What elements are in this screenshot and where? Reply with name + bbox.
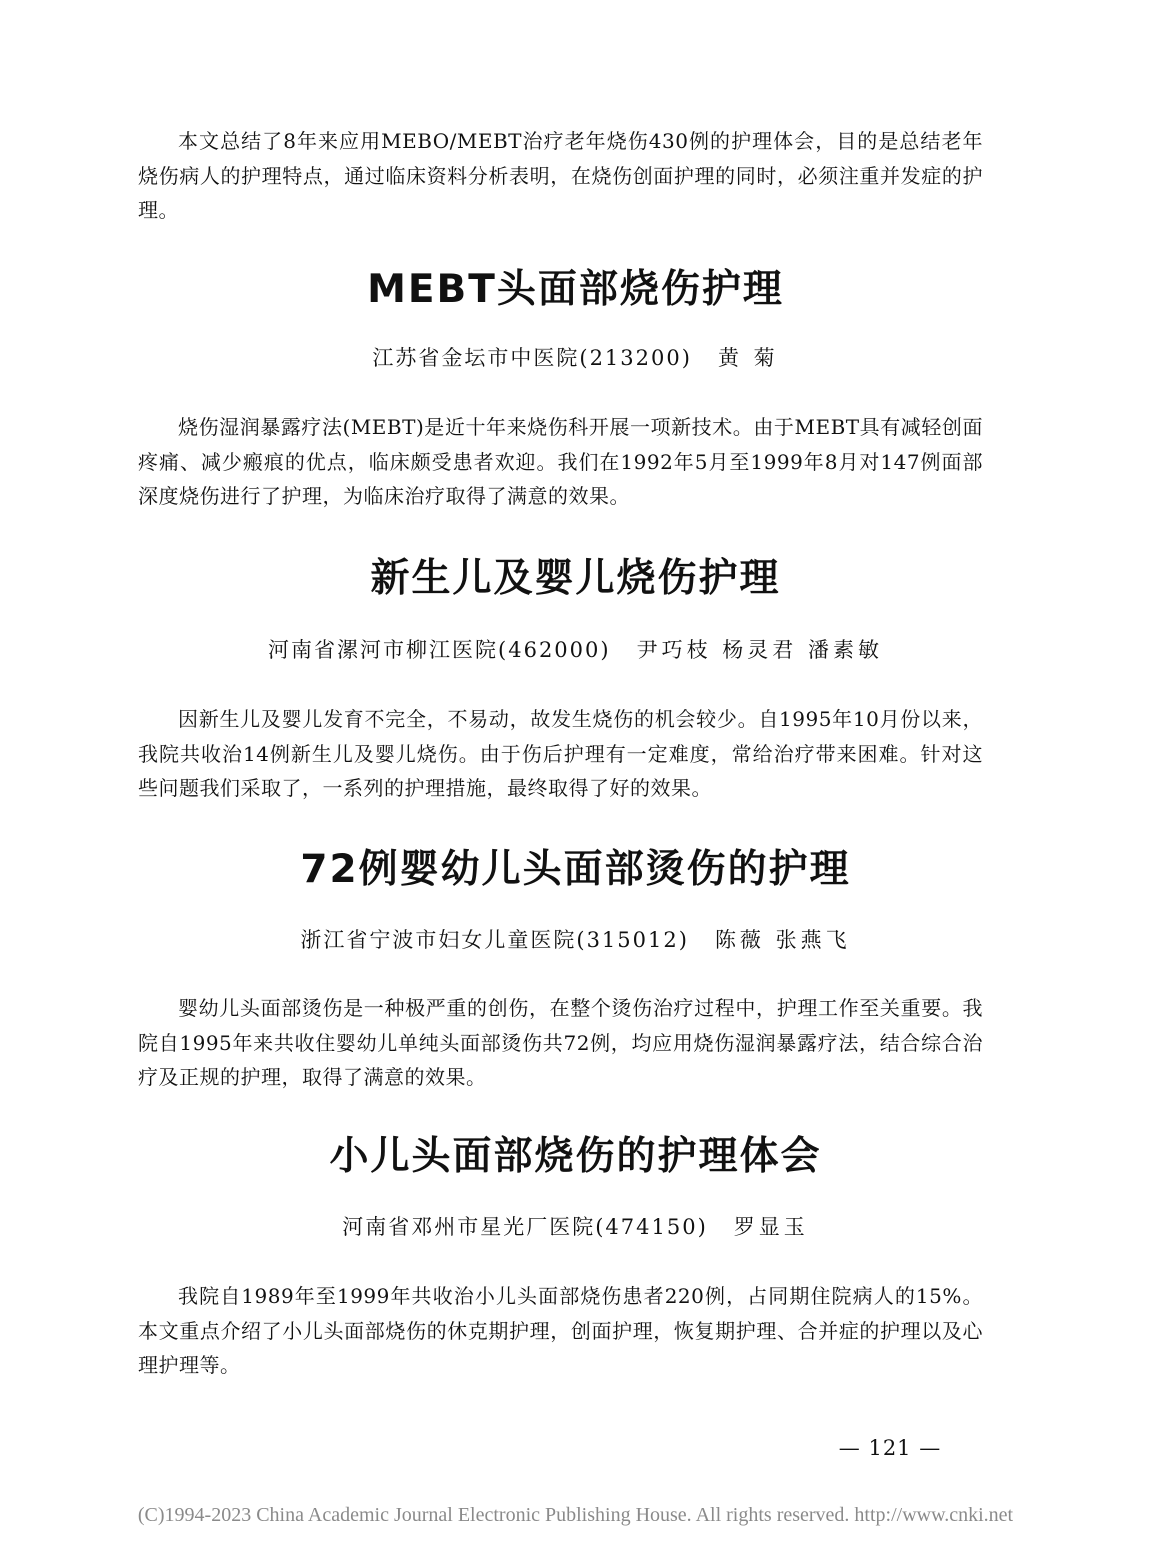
intro-paragraph: 本文总结了8年来应用MEBO/MEBT治疗老年烧伤430例的护理体会，目的是总结老年烧伤病人的护理特点，通过临床资料分析表明，在烧伤创面护理的同时，必须注重并发症的护理。	[138, 129, 983, 222]
article-2-abstract: 因新生儿及婴儿发育不完全，不易动，故发生烧伤的机会较少。自1995年10月份以来，我院共收治14例新生儿及婴儿烧伤。由于伤后护理有一定难度，常给治疗带来困难。针对这些问题我们采取了，一系列的护理措施，最终取得了好的效果。	[138, 707, 983, 800]
page-number: — 121 —	[838, 1436, 942, 1460]
article-4-affiliation: 河南省邓州市星光厂医院(474150)	[342, 1215, 708, 1239]
article-4-byline	[0, 1211, 1151, 1241]
article-1-title: MEBT头面部烧伤护理	[367, 267, 784, 312]
article-1-byline	[0, 342, 1151, 372]
article-2-byline	[0, 634, 1151, 664]
article-4-authors: 罗显玉	[733, 1215, 809, 1239]
article-3-affiliation: 浙江省宁波市妇女儿童医院(315012)	[300, 928, 689, 952]
article-1-abstract: 烧伤湿润暴露疗法(MEBT)是近十年来烧伤科开展一项新技术。由于MEBT具有减轻创面疼痛、减少瘢痕的优点，临床颇受患者欢迎。我们在1992年5月至1999年8月对147例面部深度烧伤进行了护理，为临床治疗取得了满意的效果。	[138, 415, 983, 508]
article-4-abstract: 我院自1989年至1999年共收治小儿头面部烧伤患者220例，占同期住院病人的15%。本文重点介绍了小儿头面部烧伤的休克期护理，创面护理，恢复期护理、合并症的护理以及心理护理等。	[138, 1284, 983, 1377]
article-3-title: 72例婴幼儿头面部烫伤的护理	[300, 847, 851, 892]
article-4-title: 小儿头面部烧伤的护理体会	[329, 1134, 822, 1179]
article-3-abstract: 婴幼儿头面部烫伤是一种极严重的创伤，在整个烫伤治疗过程中，护理工作至关重要。我院自1995年来共收住婴幼儿单纯头面部烫伤共72例，均应用烧伤湿润暴露疗法，结合综合治疗及正规的护理，取得了满意的效果。	[138, 996, 983, 1089]
article-1-affiliation: 江苏省金坛市中医院(213200)	[372, 346, 692, 370]
copyright-footer: (C)1994-2023 China Academic Journal Electronic Publishing House. All rights reserved. http://www.cnki.net	[137, 1504, 1014, 1526]
article-2-authors: 尹巧枝 杨灵君 潘素敏	[636, 638, 883, 662]
article-1-authors: 黄 菊	[717, 346, 779, 370]
article-3-byline	[0, 924, 1151, 954]
article-2-title: 新生儿及婴儿烧伤护理	[370, 556, 781, 601]
article-3-authors: 陈薇 张燕飞	[714, 928, 851, 952]
article-2-affiliation: 河南省漯河市柳江医院(462000)	[268, 638, 611, 662]
